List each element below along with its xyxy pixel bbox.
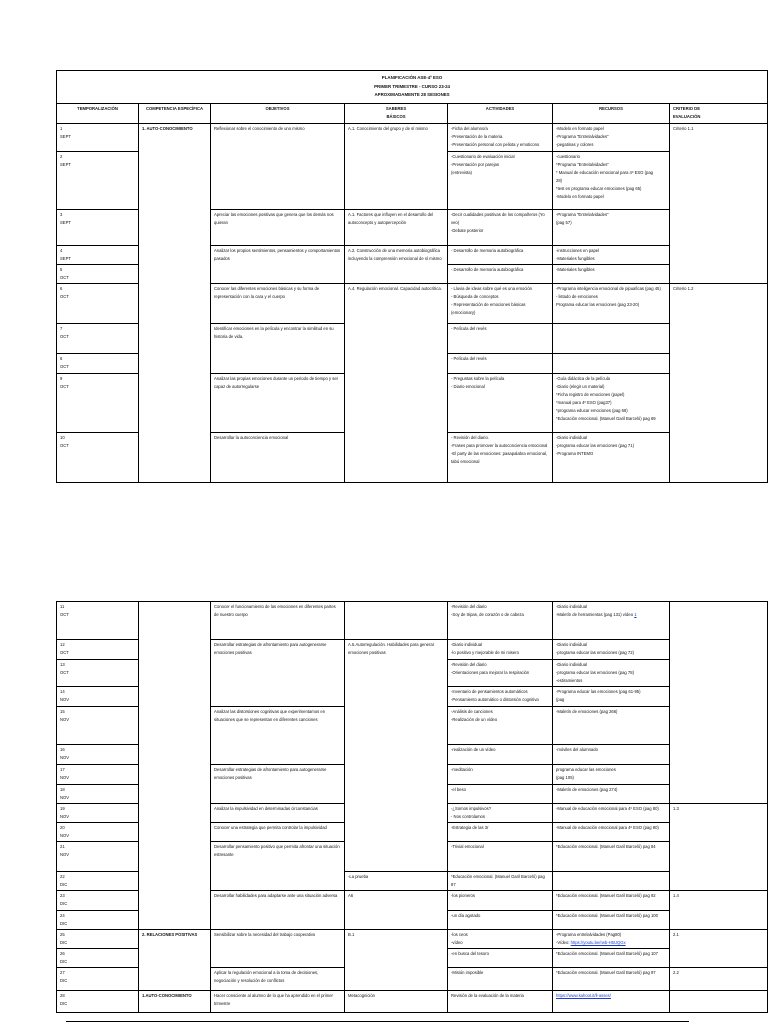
cell-temp: 9 OCT [57, 373, 139, 432]
cell-recursos: -cuestionario *Programa "Entrelalvidades" * Manual de educación emocional para 4º ESO (pag 28) *test en programa educar emociones (pag 65) -Modelo en formato papel [553, 151, 670, 209]
cell-temp: 12 OCT [57, 640, 139, 660]
cell-recursos: -Maletín de emociones (pag 274) [553, 785, 670, 804]
cell-criterio: 2.1 [670, 930, 768, 968]
cell-actividades: -La prueba [345, 872, 448, 891]
cell-competencia: 1. AUTO-CONOCIMIENTO [139, 123, 211, 482]
cell-temp: 14 NOV [57, 687, 139, 707]
cell-recursos: -Diario individual -programa educar las emociones (pag 71) -Programa INTEMO [553, 432, 670, 482]
cell-actividades: -realización de un vídeo [448, 745, 553, 765]
cell-objetivo: Apreciar las emociones positivas que genera que los demás nos quieran [211, 209, 345, 245]
cell-recursos: -Manual de educación emocional para 4º ESO (pag 80) [553, 823, 670, 842]
cell-actividades: - Lluvia de ideas sobre qué es una emoción - Búsqueda de conceptos - Representación de emociones básicas (emocionary) [448, 283, 553, 323]
cell-recursos: -Maletín de emociones (pag 266) [553, 707, 670, 745]
cell-recursos: *Educación emocional. (Manuel Garil Barceló) pag 84 [553, 842, 670, 872]
cell-recursos [553, 602, 670, 640]
cell-temp: 4 SEPT [57, 245, 139, 264]
cell-temp: 13 OCT [57, 660, 139, 687]
cell-recursos: -Materiales fungibles [553, 264, 670, 283]
cell-temp: 17 NOV [57, 765, 139, 785]
planning-table-1 [56, 70, 768, 483]
cell-actividades: -un día agotado [448, 911, 553, 930]
cell-recursos: -Manual de educación emocional para 4º ESO (pag 80) [553, 804, 670, 823]
cell-actividades: -Cuestionario de evaluación inicial -Presentación por parejas (entrevista) [448, 151, 553, 209]
cell-objetivo: Analizar la impulsividad en determinadas circunstancias [211, 804, 345, 823]
cell-temp: 16 NOV [57, 745, 139, 765]
cell-saberes: A.2. Construcción de una memoria autobiográfica incluyendo la comprensión emocional de sí mismo [345, 245, 448, 283]
cell-competencia [139, 602, 211, 930]
title-line-3: APROXIMADAMENTE 28 SESIONES [374, 92, 450, 97]
cell-criterio [670, 991, 768, 1013]
cell-temp: 19 NOV [57, 804, 139, 823]
cell-temp: 27 DIC [57, 968, 139, 991]
cell-criterio: 1.4 [670, 891, 768, 930]
table-row [57, 991, 768, 1013]
cell-recursos: -Modelo en formato papel -Programa "Entrelalvidades" -pegatinas y colores [553, 123, 670, 151]
cell-actividades: -Revisión del diario -Soy de tripas, de corazón o de cabeza [448, 602, 553, 640]
cell-temp: 26 DIC [57, 949, 139, 968]
cell-recursos: -Guía didáctica de la película -Diario (elegir un material) *Ficha registro de emociones (papel) *manual para 4º ESO (pag37) *programa educar emociones (pag 68) *Educación emocional. (Manuel Garil Barceló) pag 69 [553, 373, 670, 432]
cell-recursos: *Educación emocional. (Manuel Garil Barceló) pag 100 [553, 911, 670, 930]
cell-actividades: -¿Somos impulsivos? - Nos controlamos [448, 804, 553, 823]
cell-recursos: *Educación emocional. (Manuel Garil Barceló) pag 87 [448, 872, 553, 891]
cell-actividades: -Revisión del diario -Orientaciones para mejorar la respiración [448, 660, 553, 687]
cell-actividades: -Análisis de canciones -Realización de un vídeo [448, 707, 553, 745]
cell-actividades: -Misión imposible [448, 968, 553, 991]
cell-temp: 25 DIC [57, 930, 139, 949]
cell-saberes: A.1. Factores que influyen en el desarrollo del autoconcepto y autopercepción [345, 209, 448, 245]
cell-recursos [553, 991, 670, 1013]
cell-objetivo: Identificar emociones en la película y encontrar la similitud en su historia de vida. [211, 323, 345, 373]
cell-temp: 22 DIC [57, 872, 139, 891]
col-saberes: SABERES BÁSICOS [345, 103, 448, 123]
cell-objetivo: Desarrollar la autoconciencia emocional [211, 432, 345, 482]
cell-actividades: - Película del revés [448, 323, 553, 353]
cell-temp: 10 OCT [57, 432, 139, 482]
cell-competencia: 2. RELACIONES POSITIVAS [139, 930, 211, 991]
cell-criterio: Criterio 1.1 [670, 123, 768, 283]
cell-actividades: -Inventario de pensamientos automáticos -Pensamiento automático o distorsión cognitiva [448, 687, 553, 707]
cell-objetivo: Analizar las distorsiones cognitivas que experimentamos en situaciones que se representan en diferentes canciones [211, 707, 345, 765]
cell-temp: 3 SEPT [57, 209, 139, 245]
cell-criterio [670, 602, 768, 804]
cell-actividades: -Diario individual -lo positivo y mejorable de mi misero [448, 640, 553, 660]
cell-actividades: - Película del revés [448, 353, 553, 373]
cell-criterio: 1.3 [670, 804, 768, 891]
table-row [57, 930, 768, 949]
cell-recursos: *Educación emocional. (Manuel Garil Barceló) pag 97 [553, 968, 670, 991]
cell-actividades: - Revisión del diario. -Frases para promover la autoconciencia emocional -El party de las emociones: pasapalabra emocional, tabú emocional [448, 432, 553, 482]
cell-recursos: -Diario individual -programa educar las emociones (pag 78) -estiramientos [553, 660, 670, 687]
cell-recursos: programa educar las emociones (pag 105) [553, 765, 670, 785]
kahoot-link[interactable]: https://www.kahoot.it/ll-asses/ [556, 993, 611, 998]
video-link[interactable]: 1 [634, 612, 637, 617]
cell-temp: 8 OCT [57, 353, 139, 373]
cell-competencia: 1.AUTO-CONOCIMIENTO [139, 991, 211, 1013]
cell-actividades: -meditación [448, 765, 553, 785]
cell-criterio: 2.2 [670, 968, 768, 991]
cell-actividades: -en busca del tesoro [448, 949, 553, 968]
cell-objetivo: Desarrollar estrategias de afrontamiento para autogenerarse emociones positivas [211, 640, 345, 707]
cell-actividades: -los pioneros [448, 891, 553, 911]
cell-temp: 2 SEPT [57, 151, 139, 209]
youtube-link[interactable]: https://youtu.be/rwb-H5UQGx [570, 940, 626, 945]
cell-actividades: - Desarrollo de memoria autobiográfica [448, 264, 553, 283]
cell-temp: 1 SEPT [57, 123, 139, 151]
cell-temp: 7 OCT [57, 323, 139, 353]
cell-saberes: B.1 [345, 930, 448, 991]
column-header-row [57, 103, 768, 123]
cell-objetivo: Desarrollar estrategias de afrontamiento para autogenerarse emociones positivas [211, 765, 345, 804]
cell-actividades: Revisión de la evaluación de la materia [448, 991, 553, 1013]
cell-recursos: -instrucciones en papel -Materiales fungibles [553, 245, 670, 264]
cell-saberes: A.1. Conocimiento del grupo y de sí mismo [345, 123, 448, 209]
cell-actividades: - Desarrollo de memoria autobiográfica [448, 245, 553, 264]
cell-objetivo: Conocer las diferentes emociones básicas y su forma de representación con la cara y el cuerpo [211, 283, 345, 323]
cell-objetivo: Sensibilizar sobre la necesidad del trabajo cooperativo [211, 930, 345, 968]
title-line-1: PLANIFICACIÓN ASE-4º ESO [381, 75, 443, 80]
cell-recursos [553, 353, 670, 373]
planning-page-2 [56, 601, 767, 1013]
cell-saberes: A.4. Regulación emocional. Capacidad autocrítica. [345, 283, 448, 482]
cell-objetivo: Conocer el funcionamiento de las emociones en diferentes partes de nuestro cuerpo [211, 602, 345, 640]
col-temporalizacion: TEMPORALIZACIÓN [57, 103, 139, 123]
cell-saberes: A6 [345, 891, 448, 930]
cell-temp: 21 NOV [57, 842, 139, 872]
cell-objetivo: Analizar las propias emociones durante un periodo de tiempo y ser capaz de autorregularse [211, 373, 345, 432]
cell-recursos [553, 930, 670, 949]
cell-actividades: -los ceos -vídeo [448, 930, 553, 949]
page-divider [66, 1021, 689, 1022]
cell-saberes [345, 602, 448, 640]
cell-saberes: A.5.Autorregulación. Habilidades para generar emociones positivas [345, 640, 448, 872]
cell-actividades: -Ficha del alumno/a -Presentación de la materia. -Presentación personal con peliota y emoticono [448, 123, 553, 151]
cell-temp: 28 DIC [57, 991, 139, 1013]
table-row [57, 602, 768, 640]
document-title [57, 71, 768, 104]
col-actividades: ACTIVIDADES [448, 103, 553, 123]
cell-temp: 6 OCT [57, 283, 139, 323]
table-header-row [57, 71, 768, 104]
planning-page-1 [56, 70, 767, 483]
cell-actividades: -Trivial emocional [448, 842, 553, 872]
cell-temp: 5 OCT [57, 264, 139, 283]
cell-recursos: -Programa inteligencia emocional de pipuaficas (pag 45) - listado de emociones Programa educar las emociones (pag 23-20) [553, 283, 670, 323]
cell-actividades: - Preguntas sobre la película - Diario emocional [448, 373, 553, 432]
recursos-text: -Diario individual -Maletín de herramientas (pag 131) vídeo [556, 604, 634, 617]
cell-recursos [553, 323, 670, 353]
cell-actividades: -el beso [448, 785, 553, 804]
cell-objetivo: Desarrollar habilidades para adaptarse ante una situación adversa [211, 891, 345, 930]
cell-recursos: *Educación emocional. (Manuel Garil Barceló) pag 107 [553, 949, 670, 968]
cell-temp: 24 DIC [57, 911, 139, 930]
cell-actividades: -Decir cualidades positivas de los compañeros (Yo veo) -Debate posterior [448, 209, 553, 245]
recursos-text: -Programa entrelalvidades (Pag80) -Vídeo: [556, 932, 622, 945]
cell-objetivo: Analizar los propios sentimientos, pensamientos y comportamientos pasados [211, 245, 345, 283]
title-line-2: PRIMER TRIMESTRE - CURSO 23-24 [374, 83, 450, 89]
cell-saberes: Metacognición [345, 991, 448, 1013]
cell-recursos: *Educación emocional. (Manuel Garil Barceló) pag 92 [553, 891, 670, 911]
cell-temp: 20 NOV [57, 823, 139, 842]
cell-temp: 18 NOV [57, 785, 139, 804]
cell-objetivo: Hacer consciente al alumno de lo que ha aprendido en el primer trimestre [211, 991, 345, 1013]
planning-table-2 [56, 601, 768, 1013]
cell-recursos: -Diario individual -programa educar las emociones (pag 72) [553, 640, 670, 660]
cell-recursos: -Programa educar las emociones (pag 61-95) (pag [553, 687, 670, 707]
cell-objetivo: Conocer una estrategia que permita controlar la impulsividad [211, 823, 345, 842]
col-competencia: COMPETENCIA ESPECÍFICA [139, 103, 211, 123]
cell-objetivo: Aplicar la regulación emocional a la toma de decisiones, negociación y resolución de conflictos [211, 968, 345, 991]
col-criterio: CRITERIO DE EVALUACIÓN [670, 103, 768, 123]
cell-temp: 23 DIC [57, 891, 139, 911]
cell-recursos: -móviles del alumnado [553, 745, 670, 765]
cell-temp: 15 NOV [57, 707, 139, 745]
cell-recursos: -Programa "Entrelalvidades" (pag 57) [553, 209, 670, 245]
table-row [57, 123, 768, 151]
col-objetivos: OBJETIVOS [211, 103, 345, 123]
col-recursos: RECURSOS [553, 103, 670, 123]
cell-criterio: Criterio 1.2 [670, 283, 768, 482]
cell-temp: 11 OCT [57, 602, 139, 640]
cell-objetivo: Desarrollar pensamiento positivo que permita afrontar una situación estresante [211, 842, 345, 891]
cell-actividades: -Estrategia de las 3r [448, 823, 553, 842]
cell-objetivo: Reflexionar sobre el conocimiento de uno mismo [211, 123, 345, 209]
